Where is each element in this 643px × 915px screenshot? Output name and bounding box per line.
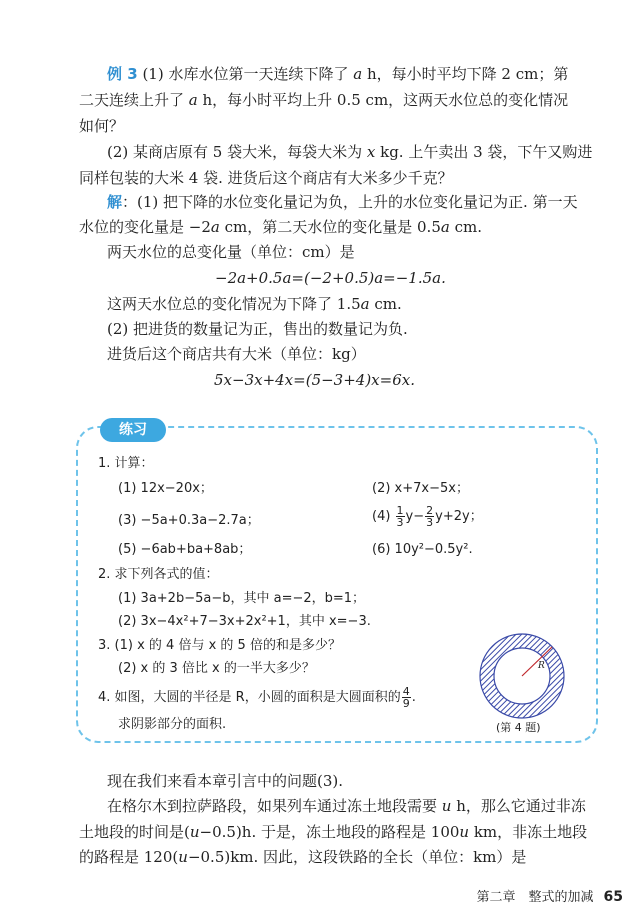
body-text: −0.5)h. 于是，冻土地段的路程是 100	[199, 823, 460, 841]
practice-q1: 1. 计算：	[98, 456, 154, 471]
example-line-2	[79, 90, 568, 110]
equation-2: 5x−3x+4x=(5−3+4)x=6x.	[214, 371, 415, 389]
example-text: h，每小时平均上升 0.5 cm，这两天水位总的变化情况	[197, 91, 569, 109]
text-line-1	[107, 771, 343, 791]
example-line-4	[107, 142, 592, 162]
practice-q1-5: (5) −6ab+ba+8ab；	[118, 542, 252, 557]
body-text: 在格尔木到拉萨路段，如果列车通过冻土地段需要	[107, 797, 442, 815]
solution-text: cm.	[449, 218, 482, 236]
fraction-den: 3	[426, 516, 434, 529]
example-text: kg. 上午卖出 3 袋，下午又购进	[375, 143, 593, 161]
body-text: 现在我们来看本章引言中的问题(3).	[107, 772, 344, 790]
equation-1: −2a+0.5a=(−2+0.5)a=−1.5a.	[215, 269, 446, 287]
solution-text: 两天水位的总变化量（单位：cm）是	[107, 243, 355, 261]
practice-q1-4	[372, 505, 483, 528]
body-text: −0.5)km. 因此，这段铁路的全长（单位：km）是	[187, 848, 527, 866]
body-text: h，那么它通过非冻	[451, 797, 586, 815]
fraction	[396, 505, 405, 528]
text-line-2	[107, 796, 586, 816]
q-text: y+2y；	[435, 509, 483, 524]
example-text: h，每小时平均下降 2 cm；第	[362, 65, 569, 83]
figure-caption: (第 4 题)	[496, 721, 541, 734]
solution-line-6	[107, 344, 366, 364]
practice-q1-6: (6) 10y²−0.5y².	[372, 542, 473, 557]
solution-text: 这两天水位总的变化情况为下降了 1.5	[107, 295, 361, 313]
q-prefix: (4)	[372, 509, 395, 524]
example-text: (1) 水库水位第一天连续下降了	[142, 65, 354, 83]
solution-line-3	[107, 242, 355, 262]
example-line-1	[107, 64, 568, 84]
var: u	[178, 848, 188, 866]
var: a	[188, 91, 198, 109]
q-text: y−	[405, 509, 425, 524]
example-text: 如何？	[79, 117, 125, 135]
example-text: (2) 某商店原有 5 袋大米，每袋大米为	[107, 143, 367, 161]
body-text: km，非冻土地段	[469, 823, 588, 841]
page-number: 65	[603, 889, 623, 905]
practice-q1-3: (3) −5a+0.3a−2.7a；	[118, 513, 260, 528]
example-text: 同样包装的大米 4 袋. 进货后这个商店有大米多少千克？	[79, 169, 453, 187]
solution-text: (2) 把进货的数量记为正，售出的数量记为负.	[107, 320, 408, 338]
practice-q2: 2. 求下列各式的值：	[98, 567, 219, 582]
example-line-5	[79, 168, 453, 188]
annulus-figure	[478, 632, 566, 720]
text-line-4	[79, 847, 526, 867]
var: a	[210, 218, 220, 236]
fraction-num: 4	[402, 685, 410, 698]
example-label: 例 3	[107, 65, 138, 83]
chapter-title: 第二章 整式的加减	[476, 890, 594, 905]
fraction-den: 9	[402, 697, 410, 710]
solution-line-1	[107, 192, 578, 212]
practice-q3-1: 3. (1) x 的 4 倍与 x 的 5 倍的和是多少？	[98, 638, 341, 653]
solution-line-2	[79, 217, 482, 237]
var: u	[189, 823, 200, 841]
fraction-num: 1	[396, 504, 404, 517]
solution-text: cm.	[369, 295, 402, 313]
q-text: 4. 如图，大圆的半径是 R，小圆的面积是大圆面积的	[98, 690, 401, 705]
fraction-num: 2	[426, 504, 434, 517]
body-text: 土地段的时间是(	[79, 823, 190, 841]
solution-text: cm，第二天水位的变化量是 0.5	[219, 218, 441, 236]
practice-q1-1: (1) 12x−20x；	[118, 481, 213, 496]
fraction	[425, 505, 434, 528]
var: u	[459, 823, 470, 841]
var: u	[441, 797, 452, 815]
solution-label: 解	[107, 193, 123, 211]
fraction	[402, 686, 411, 709]
example-line-3	[79, 116, 124, 136]
var: a	[440, 218, 450, 236]
solution-line-5	[107, 319, 408, 339]
solution-text: ：(1) 把下降的水位变化量记为负，上升的水位变化量记为正. 第一天	[122, 193, 578, 211]
var: x	[366, 143, 376, 161]
practice-q2-1: (1) 3a+2b−5a−b，其中 a=−2，b=1；	[118, 591, 366, 606]
var: a	[360, 295, 370, 313]
practice-title: 练习	[100, 418, 166, 442]
q-text: .	[411, 690, 416, 705]
radius-label: R	[538, 661, 545, 671]
solution-text: 进货后这个商店共有大米（单位：kg）	[107, 345, 366, 363]
text-line-3	[79, 822, 587, 842]
var: a	[353, 65, 363, 83]
body-text: 的路程是 120(	[79, 848, 179, 866]
practice-q3-2: (2) x 的 3 倍比 x 的一半大多少？	[118, 661, 315, 676]
solution-line-4	[107, 294, 402, 314]
solution-text: 水位的变化量是 −2	[79, 218, 211, 236]
page-footer	[477, 886, 624, 905]
fraction-den: 3	[396, 516, 404, 529]
practice-q2-2: (2) 3x−4x²+7−3x+2x²+1，其中 x=−3.	[118, 614, 371, 629]
practice-q4-sub: 求阴影部分的面积.	[118, 717, 227, 732]
practice-q1-2: (2) x+7x−5x；	[372, 481, 469, 496]
practice-q4	[98, 686, 416, 709]
example-text: 二天连续上升了	[79, 91, 189, 109]
